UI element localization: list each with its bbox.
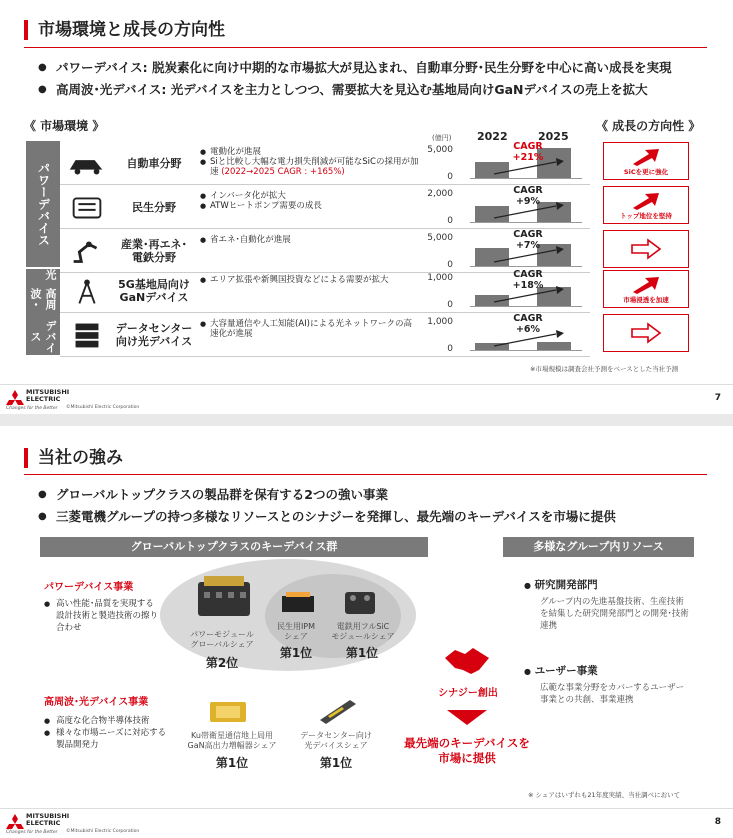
server-icon — [66, 320, 108, 350]
bullet: ● グローバルトップクラスの製品群を保有する2つの強い事業 — [38, 484, 616, 506]
page-title: 当社の強み — [24, 448, 123, 468]
car-icon — [66, 148, 108, 178]
cagr-label: CAGR +9% — [513, 185, 543, 207]
title-rule — [24, 47, 707, 48]
direction-up — [603, 142, 689, 180]
cagr-label: CAGR +7% — [513, 229, 543, 251]
slide-market — [0, 0, 733, 414]
brand-text: MITSUBISHI ELECTRIC — [26, 812, 70, 827]
ipm-image — [280, 591, 316, 617]
power-points: ● 高い性能･品質を実現する設計技術と製造技術の擦り合わせ — [44, 598, 160, 634]
footnote: ※ シェアはいずれも21年度実績、当社調べにおいて — [528, 791, 681, 799]
group-rf — [26, 269, 60, 355]
product-rank: 第1位 — [345, 646, 379, 660]
segment-notes: ● エリア拡張や新興国投資などによる需要が拡大 — [200, 275, 420, 285]
y-tick-top: 1,000 — [427, 273, 453, 283]
right-arrow-icon — [629, 322, 663, 344]
result-text: 最先端のキーデバイスを 市場に提供 — [404, 736, 530, 765]
product-caption: データセンター向け 光デバイスシェア — [300, 731, 372, 750]
product-caption: 民生用IPM シェア — [276, 622, 316, 641]
gan-amplifier-image — [206, 694, 250, 730]
copyright: ©Mitsubishi Electric Corporation — [66, 829, 140, 834]
summary-bullets — [38, 57, 671, 101]
sic-module-image — [342, 586, 378, 618]
segment-notes: ● 電動化が進展 ● Siと比較し大幅な電力損失削減が可能なSiCの採用が加速 (2022→2025 CAGR : +165%) — [200, 147, 420, 177]
group-rf-part: 光 — [44, 269, 57, 280]
unit-label: (億円) — [432, 134, 452, 142]
direction-label: 市場浸透を加速 — [623, 296, 669, 304]
resource-text: グループ内の先進基盤技術、生産技術を結集した研究開発部門との開発･技術連携 — [540, 597, 689, 631]
robot-arm-icon — [66, 236, 108, 266]
direction-steady — [603, 314, 689, 352]
product-rank: 第1位 — [319, 756, 353, 770]
resource-head: ● 研究開発部門 — [524, 579, 598, 591]
y-tick-zero: 0 — [447, 172, 453, 182]
synergy-label: シナジー創出 — [438, 688, 498, 699]
y-tick-zero: 0 — [447, 344, 453, 354]
cagr-label: CAGR +6% — [513, 313, 543, 335]
y-tick-zero: 0 — [447, 260, 453, 270]
segment-name: 産業･再エネ･ 電鉄分野 — [121, 238, 187, 264]
summary-bullets — [38, 484, 616, 528]
optical-device-image — [316, 696, 358, 726]
segment-notes: ● 大容量通信や人工知能(AI)による光ネットワークの高速化が進展 — [200, 319, 420, 339]
segment-name: データセンター 向け光デバイス — [115, 322, 193, 348]
y-tick-zero: 0 — [447, 216, 453, 226]
tagline: Changes for the Better — [6, 406, 58, 411]
power-business-head: パワーデバイス事業 — [44, 582, 134, 593]
up-arrow-icon — [631, 190, 661, 210]
title-rule — [24, 474, 707, 475]
banner-resources: 多様なグループ内リソース — [503, 537, 694, 557]
direction-label: トップ地位を堅持 — [620, 212, 672, 220]
product-caption: 電鉄用フルSiC モジュールシェア — [331, 622, 395, 641]
brand-text: MITSUBISHI ELECTRIC — [26, 388, 70, 403]
page-number: 7 — [714, 393, 721, 403]
bullet: ● 三菱電機グループの持つ多様なリソースとのシナジーを発揮し、最先端のキーデバイスを市場に提供 — [38, 506, 616, 528]
y-tick-top: 2,000 — [427, 189, 453, 199]
power-module-image — [194, 572, 254, 624]
up-arrow-icon — [631, 274, 661, 294]
footer — [0, 808, 733, 838]
year-2025: 2025 — [538, 130, 569, 143]
group-rf-part: 高周波・ — [29, 288, 57, 311]
segment-notes: ● インバータ化が拡大 ● ATWヒートポンプ需要の成長 — [200, 191, 420, 211]
segment-name: 民生分野 — [132, 200, 176, 214]
cagr-label: CAGR +18% — [512, 269, 544, 291]
segment-name: 自動車分野 — [126, 156, 182, 170]
y-tick-zero: 0 — [447, 300, 453, 310]
product-rank: 第1位 — [279, 646, 313, 660]
appliance-icon — [66, 192, 108, 222]
group-power: パワーデバイス — [26, 141, 60, 267]
group-rf-part: デバイス — [29, 320, 57, 354]
slide-strengths — [0, 426, 733, 838]
resource-text: 広範な事業分野をカバーするユーザー事業との共創、事業連携 — [540, 683, 685, 705]
direction-label: 《 成長の方向性 》 — [596, 119, 701, 133]
page-title: 市場環境と成長の方向性 — [24, 20, 225, 40]
up-arrow-icon — [631, 146, 661, 166]
resource-head: ● ユーザー事業 — [524, 665, 598, 677]
y-tick-top: 1,000 — [427, 317, 453, 327]
y-tick-top: 5,000 — [427, 233, 453, 243]
market-label: 《 市場環境 》 — [24, 119, 105, 133]
bullet: ● パワーデバイス: 脱炭素化に向け中期的な市場拡大が見込まれ、自動車分野･民生分野を中心に高い成長を実現 — [38, 57, 671, 79]
segment-name: 5G基地局向け GaNデバイス — [118, 278, 190, 304]
product-rank: 第1位 — [215, 756, 249, 770]
bullet: ● 高周波･光デバイス: 光デバイスを主力としつつ、需要拡大を見込む基地局向けGaNデバイスの売上を拡大 — [38, 79, 671, 101]
handshake-icon — [443, 644, 491, 678]
tagline: Changes for the Better — [6, 830, 58, 835]
footer — [0, 384, 733, 414]
down-arrow-icon — [445, 708, 489, 726]
direction-label: SiCを更に強化 — [623, 168, 669, 176]
cagr-label: CAGR +21% — [512, 141, 544, 163]
direction-up — [603, 270, 689, 308]
product-caption: Ku帯衛星通信地上局用 GaN高出力増幅器シェア — [187, 731, 277, 750]
rf-points: ● 高度な化合物半導体技術 ● 様々な市場ニーズに対応する製品開発力 — [44, 715, 170, 751]
copyright: ©Mitsubishi Electric Corporation — [66, 405, 140, 410]
banner-key-devices: グローバルトップクラスのキーデバイス群 — [40, 537, 428, 557]
right-arrow-icon — [629, 238, 663, 260]
segment-notes: ● 省エネ･自動化が進展 — [200, 235, 420, 245]
footnote: ※市場規模は調査会社予測をベースとした当社予測 — [530, 365, 679, 373]
page-number: 8 — [714, 817, 721, 827]
rf-business-head: 高周波･光デバイス事業 — [44, 697, 149, 708]
product-caption: パワーモジュール グローバルシェア — [190, 630, 254, 649]
product-rank: 第2位 — [205, 656, 239, 670]
direction-up — [603, 186, 689, 224]
year-2022: 2022 — [477, 130, 508, 143]
direction-steady — [603, 230, 689, 268]
antenna-icon — [66, 276, 108, 306]
y-tick-top: 5,000 — [427, 145, 453, 155]
